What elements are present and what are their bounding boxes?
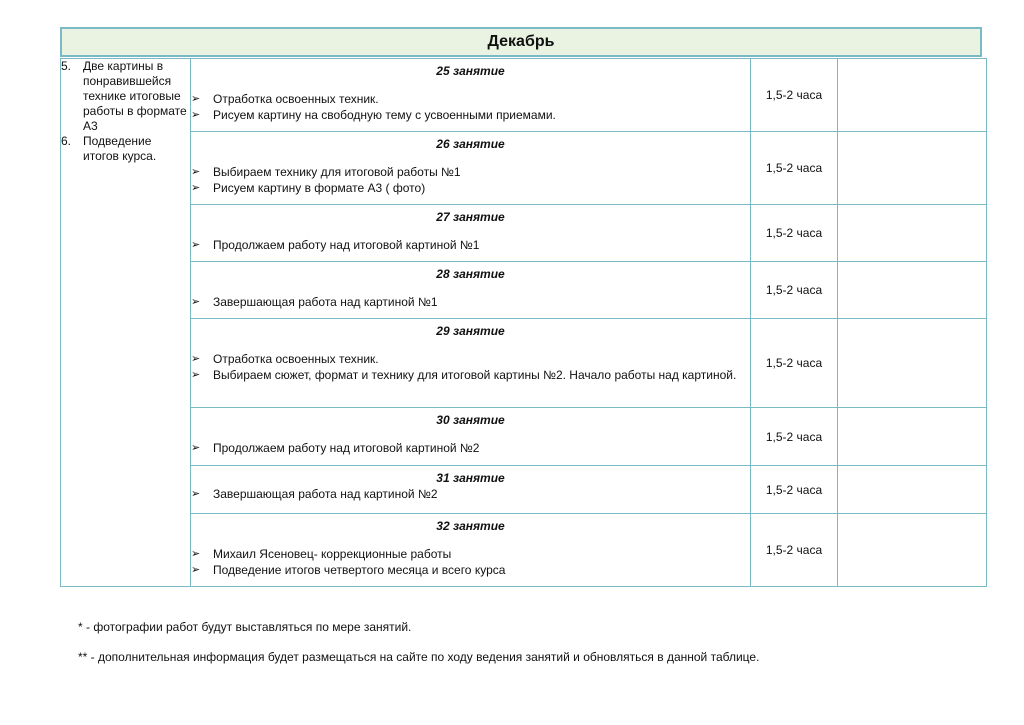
hours-cell: 1,5-2 часа — [751, 514, 838, 587]
item-text: Подведение итогов четвертого месяца и всего курса — [213, 563, 506, 577]
lesson-cell — [191, 205, 751, 262]
table-row — [61, 408, 987, 466]
footnote-info: ** - дополнительная информация будет размещаться на сайте по ходу ведения занятий и обновляться в данной таблице. — [78, 650, 760, 664]
notes-cell — [838, 132, 987, 205]
arrow-bullet-icon: ➢ — [191, 239, 201, 251]
list-item — [191, 294, 750, 310]
hours-cell: 1,5-2 часа — [751, 59, 838, 132]
lesson-items — [191, 546, 750, 578]
table-row — [61, 132, 987, 205]
hours-cell: 1,5-2 часа — [751, 205, 838, 262]
item-text: Продолжаем работу над итоговой картиной №1 — [213, 238, 480, 252]
lesson-cell — [191, 408, 751, 466]
item-text: Отработка освоенных техник. — [213, 92, 379, 106]
topic-number: 5. — [61, 59, 72, 73]
lesson-title: 29 занятие — [436, 324, 505, 338]
lesson-cell — [191, 262, 751, 319]
notes-cell — [838, 514, 987, 587]
lesson-cell — [191, 132, 751, 205]
arrow-bullet-icon: ➢ — [191, 369, 201, 381]
lesson-cell — [191, 319, 751, 408]
arrow-bullet-icon: ➢ — [191, 182, 201, 194]
item-text: Рисуем картину на свободную тему с усвоенными приемами. — [213, 108, 556, 122]
item-text: Завершающая работа над картиной №1 — [213, 295, 438, 309]
arrow-bullet-icon: ➢ — [191, 548, 201, 560]
topic-item — [61, 134, 190, 164]
list-item — [191, 237, 750, 253]
table-row — [61, 514, 987, 587]
list-item — [191, 107, 750, 123]
arrow-bullet-icon: ➢ — [191, 442, 201, 454]
list-item — [191, 180, 750, 196]
notes-cell — [838, 466, 987, 514]
list-item — [191, 562, 750, 578]
item-text: Продолжаем работу над итоговой картиной №2 — [213, 441, 480, 455]
month-header: Декабрь — [60, 27, 982, 57]
lesson-title: 25 занятие — [436, 64, 505, 78]
notes-cell — [838, 205, 987, 262]
lesson-title: 30 занятие — [436, 413, 505, 427]
lesson-items — [191, 486, 750, 502]
notes-cell — [838, 59, 987, 132]
lesson-items — [191, 294, 750, 310]
lesson-title: 31 занятие — [436, 471, 505, 485]
lesson-cell — [191, 514, 751, 587]
arrow-bullet-icon: ➢ — [191, 166, 201, 178]
item-text: Выбираем технику для итоговой работы №1 — [213, 165, 461, 179]
hours-cell: 1,5-2 часа — [751, 466, 838, 514]
lesson-title: 26 занятие — [436, 137, 505, 151]
table-row — [61, 262, 987, 319]
arrow-bullet-icon: ➢ — [191, 564, 201, 576]
list-item — [191, 546, 750, 562]
lesson-items — [191, 440, 750, 456]
topic-item — [61, 59, 190, 134]
table-row — [61, 205, 987, 262]
item-text: Михаил Ясеновец- коррекционные работы — [213, 547, 452, 561]
list-item — [191, 351, 750, 367]
hours-cell: 1,5-2 часа — [751, 262, 838, 319]
footnotes — [78, 619, 759, 679]
lesson-cell — [191, 59, 751, 132]
lesson-title: 27 занятие — [436, 210, 505, 224]
topic-text: Подведение итогов курса. — [83, 134, 157, 163]
lesson-plan-table — [60, 58, 987, 587]
lesson-items — [191, 91, 750, 123]
hours-cell: 1,5-2 часа — [751, 319, 838, 408]
arrow-bullet-icon: ➢ — [191, 93, 201, 105]
item-text: Рисуем картину в формате А3 ( фото) — [213, 181, 426, 195]
list-item — [191, 164, 750, 180]
topic-number: 6. — [61, 134, 72, 148]
topics-list — [61, 59, 190, 164]
list-item — [191, 486, 750, 502]
hours-cell: 1,5-2 часа — [751, 408, 838, 466]
notes-cell — [838, 319, 987, 408]
lesson-cell — [191, 466, 751, 514]
item-text: Выбираем сюжет, формат и технику для итоговой картины №2. Начало работы над картиной. — [213, 368, 737, 382]
table-row — [61, 466, 987, 514]
notes-cell — [838, 408, 987, 466]
lesson-items — [191, 351, 750, 383]
lesson-items — [191, 164, 750, 196]
topics-cell — [61, 59, 191, 587]
notes-cell — [838, 262, 987, 319]
arrow-bullet-icon: ➢ — [191, 296, 201, 308]
list-item — [191, 440, 750, 456]
table-row — [61, 319, 987, 408]
arrow-bullet-icon: ➢ — [191, 109, 201, 121]
arrow-bullet-icon: ➢ — [191, 488, 201, 500]
footnote-photos: * - фотографии работ будут выставляться по мере занятий. — [78, 620, 412, 634]
list-item — [191, 367, 750, 383]
lesson-title: 32 занятие — [436, 519, 505, 533]
item-text: Отработка освоенных техник. — [213, 352, 379, 366]
lesson-items — [191, 237, 750, 253]
arrow-bullet-icon: ➢ — [191, 353, 201, 365]
list-item — [191, 91, 750, 107]
item-text: Завершающая работа над картиной №2 — [213, 487, 438, 501]
hours-cell: 1,5-2 часа — [751, 132, 838, 205]
topic-text: Две картины в понравившейся технике итоговые работы в формате А3 — [83, 59, 187, 133]
table-row — [61, 59, 987, 132]
lesson-title: 28 занятие — [436, 267, 505, 281]
